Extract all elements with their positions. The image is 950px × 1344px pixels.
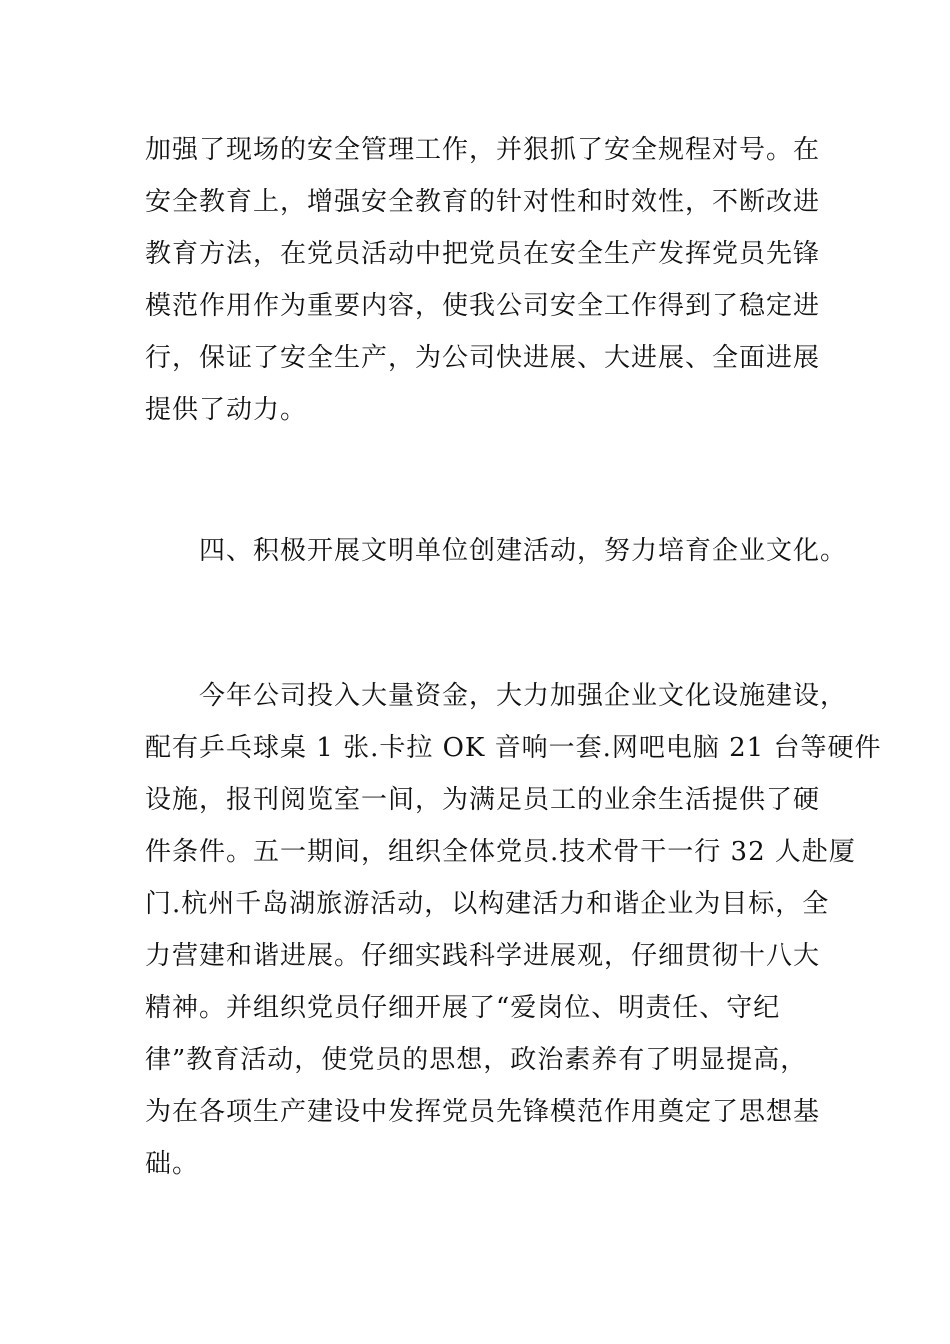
paragraph-line: 件条件。五一期间，组织全体党员.技术骨干一行 32 人赴厦 bbox=[145, 837, 856, 867]
section-heading bbox=[145, 525, 848, 577]
paragraph-line: 精神。并组织党员仔细开展了“爱岗位、明责任、守纪 bbox=[145, 993, 781, 1023]
paragraph-line: 模范作用作为重要内容，使我公司安全工作得到了稳定进 bbox=[145, 291, 821, 321]
paragraph-line: 安全教育上，增强安全教育的针对性和时效性，不断改进 bbox=[145, 187, 821, 217]
paragraph-line: 配有乒乓球桌 1 张.卡拉 OK 音响一套.网吧电脑 21 台等硬件 bbox=[145, 733, 882, 763]
paragraph-line: 律”教育活动，使党员的思想，政治素养有了明显提高， bbox=[145, 1045, 808, 1075]
paragraph-line: 加强了现场的安全管理工作，并狠抓了安全规程对号。在 bbox=[145, 135, 821, 165]
paragraph-safety-management bbox=[145, 124, 835, 436]
paragraph-line: 为在各项生产建设中发挥党员先锋模范作用奠定了思想基 bbox=[145, 1097, 821, 1127]
paragraph-corporate-culture bbox=[145, 670, 882, 1190]
paragraph-line: 门.杭州千岛湖旅游活动，以构建活力和谐企业为目标，全 bbox=[145, 889, 830, 919]
paragraph-line: 础。 bbox=[145, 1149, 200, 1179]
paragraph-line: 提供了动力。 bbox=[145, 395, 308, 425]
section-heading-text: 四、积极开展文明单位创建活动，努力培育企业文化。 bbox=[199, 536, 848, 566]
paragraph-line: 设施，报刊阅览室一间，为满足员工的业余生活提供了硬 bbox=[145, 785, 821, 815]
paragraph-line: 力营建和谐进展。仔细实践科学进展观，仔细贯彻十八大 bbox=[145, 941, 821, 971]
paragraph-line: 行，保证了安全生产，为公司快进展、大进展、全面进展 bbox=[145, 343, 821, 373]
paragraph-line: 教育方法，在党员活动中把党员在安全生产发挥党员先锋 bbox=[145, 239, 821, 269]
paragraph-line: 今年公司投入大量资金，大力加强企业文化设施建设， bbox=[199, 681, 848, 711]
